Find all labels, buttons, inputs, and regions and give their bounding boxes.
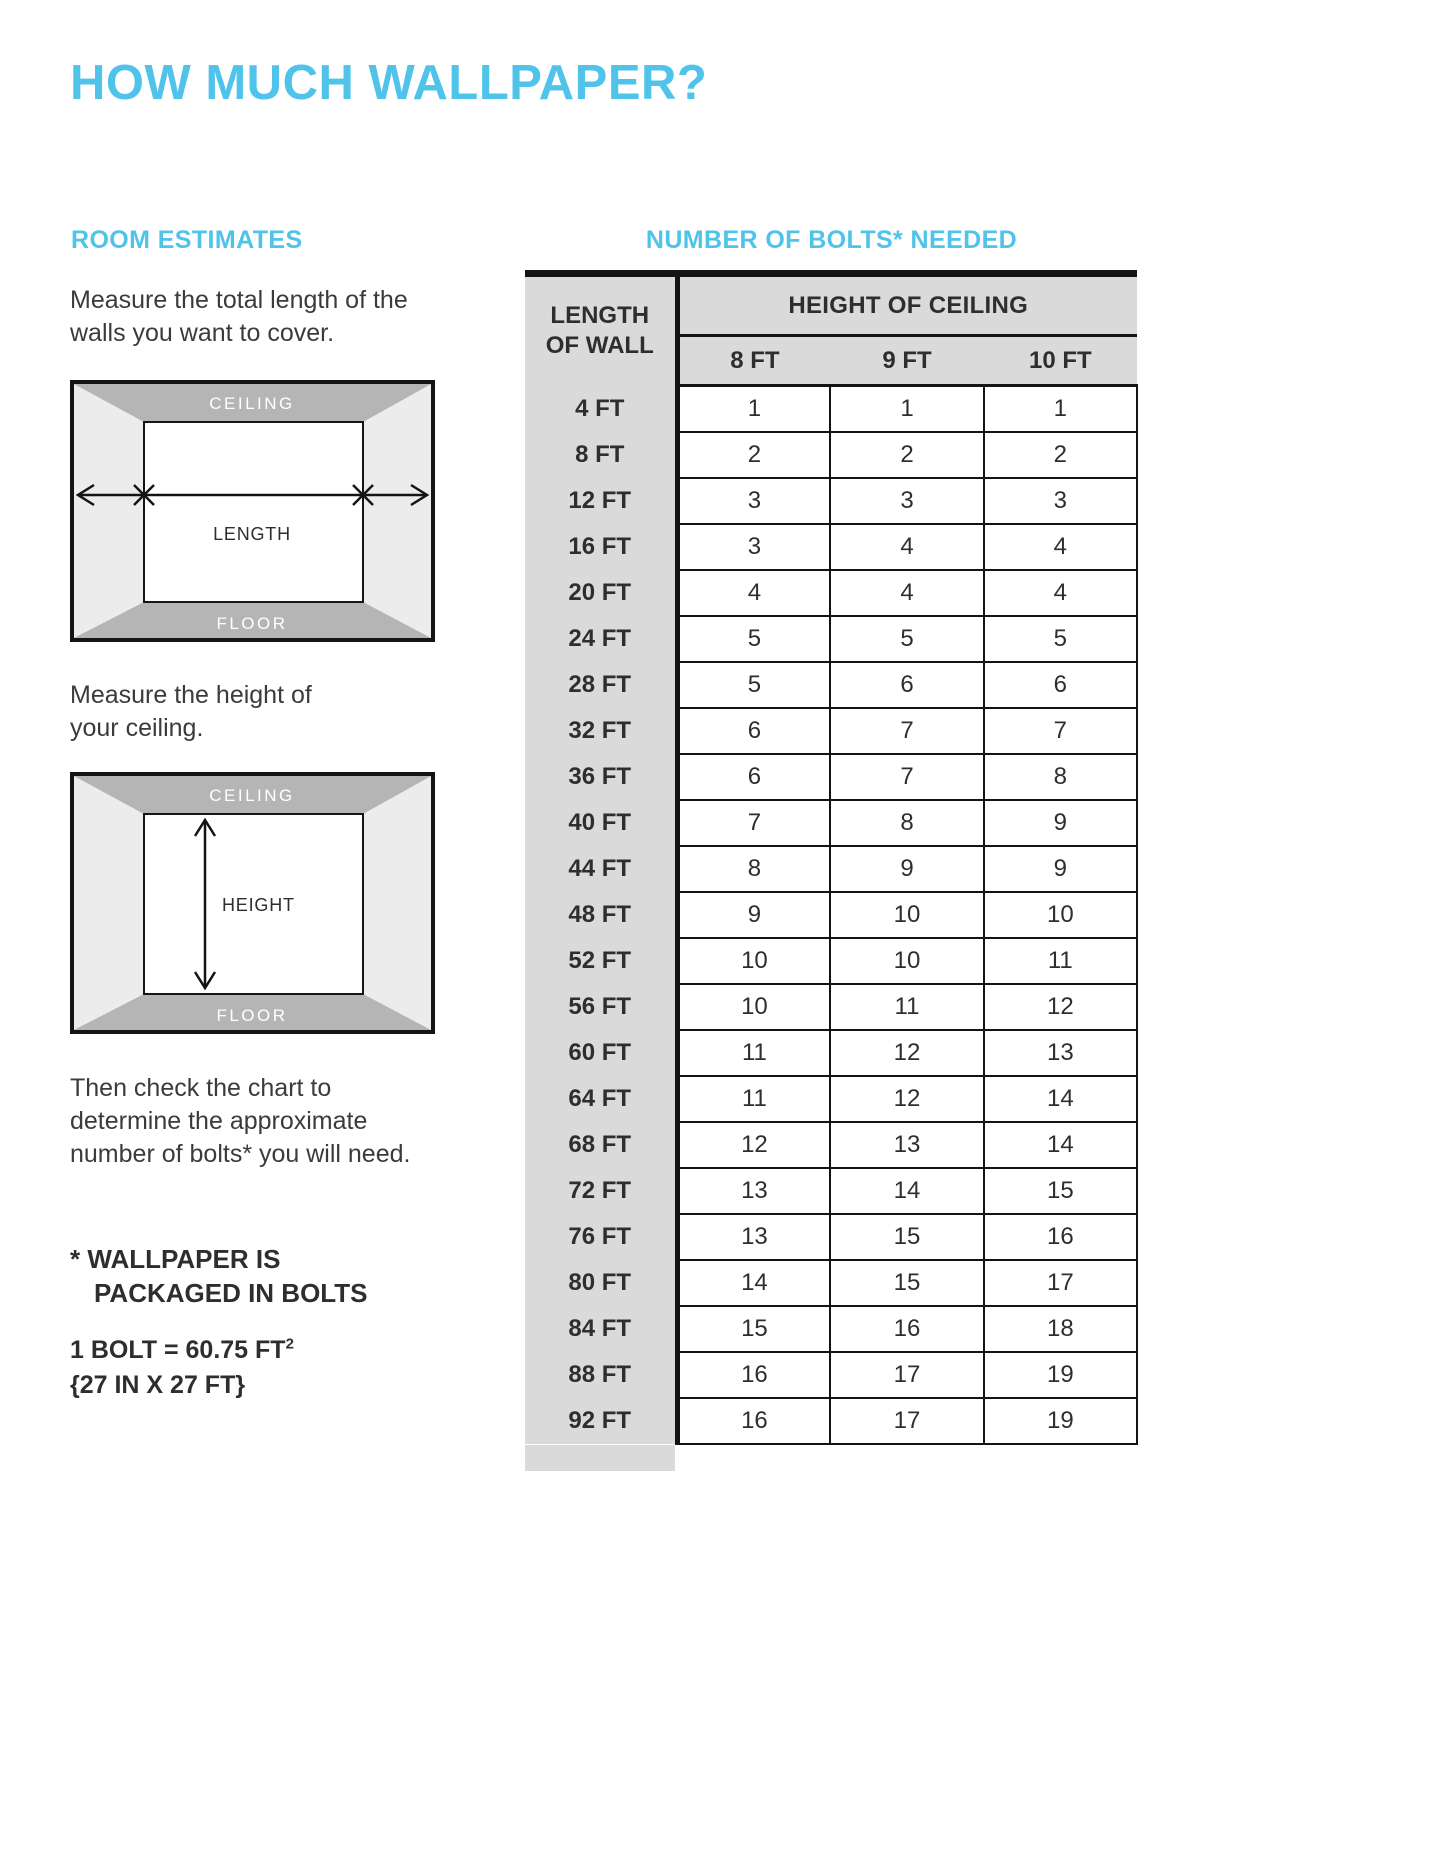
bolt-count-cell: 1: [830, 386, 983, 432]
bolts-footnote: [70, 1243, 367, 1311]
bolt-count-cell: 3: [984, 478, 1137, 524]
table-head: [525, 274, 1137, 386]
bolt-count-cell: 7: [984, 708, 1137, 754]
bolts-table-heading: NUMBER OF BOLTS* NEEDED: [645, 226, 1018, 254]
bolt-count-cell: 2: [830, 432, 983, 478]
wall-length-label: 4 FT: [525, 386, 677, 432]
bolt-count-cell: 13: [677, 1168, 830, 1214]
room-height-diagram: [70, 772, 435, 1034]
table-row: [525, 570, 1137, 616]
bolt-area-exponent: 2: [285, 1335, 294, 1353]
bolt-count-cell: 4: [984, 570, 1137, 616]
bolt-count-cell: 10: [830, 938, 983, 984]
bolt-count-cell: 11: [830, 984, 983, 1030]
table-row: [525, 1122, 1137, 1168]
table-row: [525, 938, 1137, 984]
room-length-diagram: [70, 380, 435, 642]
bolt-count-cell: 6: [830, 662, 983, 708]
bolt-count-cell: 17: [984, 1260, 1137, 1306]
column-header-9ft: 9 FT: [830, 336, 983, 386]
bolt-count-cell: 6: [984, 662, 1137, 708]
wall-length-label: 64 FT: [525, 1076, 677, 1122]
table-row: [525, 754, 1137, 800]
bolt-count-cell: 4: [984, 524, 1137, 570]
bolt-count-cell: 7: [677, 800, 830, 846]
floor-label: FLOOR: [216, 614, 288, 633]
bolt-count-cell: 11: [677, 1030, 830, 1076]
bolt-count-cell: 14: [830, 1168, 983, 1214]
length-dimension-label: LENGTH: [213, 524, 291, 544]
wall-length-label: 92 FT: [525, 1398, 677, 1444]
page-title: HOW MUCH WALLPAPER?: [70, 56, 708, 110]
ceiling-label: CEILING: [209, 786, 295, 805]
wall-length-label: 52 FT: [525, 938, 677, 984]
bolt-count-cell: 13: [984, 1030, 1137, 1076]
wall-length-label: 8 FT: [525, 432, 677, 478]
wall-length-label: 88 FT: [525, 1352, 677, 1398]
wall-length-label: 48 FT: [525, 892, 677, 938]
bolt-count-cell: 12: [830, 1030, 983, 1076]
bolt-area-text: 1 BOLT = 60.75 FT: [70, 1336, 286, 1364]
wall-length-label: 16 FT: [525, 524, 677, 570]
table-row: [525, 1168, 1137, 1214]
bolt-count-cell: 19: [984, 1352, 1137, 1398]
bolt-count-cell: 16: [677, 1398, 830, 1444]
chart-instruction-text: Then check the chart to determine the approximate number of bolts* you will need.: [70, 1074, 411, 1168]
header-row-1: [525, 274, 1137, 336]
bolt-count-cell: 6: [677, 708, 830, 754]
wall-length-label: 44 FT: [525, 846, 677, 892]
bolt-count-cell: 3: [677, 524, 830, 570]
bolt-count-cell: 3: [677, 478, 830, 524]
bolt-count-cell: 14: [984, 1076, 1137, 1122]
bolt-count-cell: 1: [984, 386, 1137, 432]
bolt-count-cell: 6: [677, 754, 830, 800]
table-row: [525, 984, 1137, 1030]
table-row: [525, 524, 1137, 570]
bolts-table-body: [525, 386, 1137, 1444]
wall-length-label: 32 FT: [525, 708, 677, 754]
table-row: [525, 1076, 1137, 1122]
bolts-table: [525, 270, 1138, 1471]
bolt-count-cell: 5: [677, 616, 830, 662]
height-dimension-label: HEIGHT: [222, 895, 295, 915]
wall-length-label: 24 FT: [525, 616, 677, 662]
bolt-count-cell: 17: [830, 1352, 983, 1398]
bolt-count-cell: 9: [677, 892, 830, 938]
bolt-count-cell: 5: [677, 662, 830, 708]
bolt-count-cell: 8: [830, 800, 983, 846]
bolts-needed-table: [525, 270, 1138, 1445]
table-row: [525, 1260, 1137, 1306]
column-header-8ft: 8 FT: [677, 336, 830, 386]
bolt-count-cell: 8: [984, 754, 1137, 800]
bolt-count-cell: 9: [830, 846, 983, 892]
wall-length-label: 76 FT: [525, 1214, 677, 1260]
footnote-line-1: * WALLPAPER IS: [70, 1244, 281, 1274]
wall-length-label: 56 FT: [525, 984, 677, 1030]
table-row: [525, 846, 1137, 892]
bolt-count-cell: 13: [830, 1122, 983, 1168]
bolt-count-cell: 12: [830, 1076, 983, 1122]
table-row: [525, 800, 1137, 846]
wall-length-label: 84 FT: [525, 1306, 677, 1352]
footnote-line-2: PACKAGED IN BOLTS: [94, 1277, 368, 1308]
table-row: [525, 1306, 1137, 1352]
table-row: [525, 1214, 1137, 1260]
height-instruction-text: Measure the height of your ceiling.: [70, 681, 312, 742]
bolt-count-cell: 16: [984, 1214, 1137, 1260]
bolt-count-cell: 15: [830, 1214, 983, 1260]
floor-label: FLOOR: [216, 1006, 288, 1025]
bolt-count-cell: 1: [677, 386, 830, 432]
length-instruction-text: Measure the total length of the walls you want to cover.: [70, 286, 408, 347]
bolt-area-line: [70, 1333, 294, 1368]
bolt-count-cell: 15: [984, 1168, 1137, 1214]
back-wall: [144, 422, 363, 602]
table-row: [525, 1398, 1137, 1444]
bolt-count-cell: 12: [677, 1122, 830, 1168]
length-of-wall-header: LENGTH OF WALL: [525, 274, 677, 386]
table-row: [525, 616, 1137, 662]
bolt-count-cell: 3: [830, 478, 983, 524]
bolt-count-cell: 7: [830, 754, 983, 800]
wall-length-label: 36 FT: [525, 754, 677, 800]
bolt-count-cell: 7: [830, 708, 983, 754]
wall-length-label: 40 FT: [525, 800, 677, 846]
room-estimates-heading: ROOM ESTIMATES: [71, 226, 303, 254]
table-row: [525, 708, 1137, 754]
column-header-10ft: 10 FT: [984, 336, 1137, 386]
table-row: [525, 1030, 1137, 1076]
bolt-count-cell: 10: [984, 892, 1137, 938]
bolt-count-cell: 14: [677, 1260, 830, 1306]
wall-length-label: 80 FT: [525, 1260, 677, 1306]
bolt-count-cell: 11: [984, 938, 1137, 984]
bolt-count-cell: 2: [677, 432, 830, 478]
bolt-count-cell: 10: [677, 938, 830, 984]
bolt-count-cell: 5: [830, 616, 983, 662]
bolt-count-cell: 10: [677, 984, 830, 1030]
table-row: [525, 1352, 1137, 1398]
bolt-count-cell: 13: [677, 1214, 830, 1260]
bolt-count-cell: 4: [830, 570, 983, 616]
bolt-count-cell: 5: [984, 616, 1137, 662]
wall-length-label: 68 FT: [525, 1122, 677, 1168]
wall-length-label: 28 FT: [525, 662, 677, 708]
bolt-count-cell: 10: [830, 892, 983, 938]
table-row: [525, 432, 1137, 478]
bolt-count-cell: 4: [677, 570, 830, 616]
wall-length-label: 60 FT: [525, 1030, 677, 1076]
table-row: [525, 386, 1137, 432]
bolt-count-cell: 9: [984, 846, 1137, 892]
bolt-count-cell: 12: [984, 984, 1137, 1030]
bolt-count-cell: 9: [984, 800, 1137, 846]
bolt-count-cell: 11: [677, 1076, 830, 1122]
bolt-count-cell: 4: [830, 524, 983, 570]
bolt-size-info: [70, 1333, 294, 1403]
bolt-count-cell: 15: [677, 1306, 830, 1352]
height-of-ceiling-header: HEIGHT OF CEILING: [677, 274, 1137, 336]
bolt-count-cell: 17: [830, 1398, 983, 1444]
bolt-count-cell: 14: [984, 1122, 1137, 1168]
ceiling-label: CEILING: [209, 394, 295, 413]
table-row: [525, 478, 1137, 524]
bolt-count-cell: 16: [830, 1306, 983, 1352]
bolt-count-cell: 18: [984, 1306, 1137, 1352]
table-row: [525, 662, 1137, 708]
table-row: [525, 892, 1137, 938]
wall-length-label: 20 FT: [525, 570, 677, 616]
bolt-count-cell: 2: [984, 432, 1137, 478]
bolt-dimensions-line: {27 IN X 27 FT}: [70, 1371, 246, 1399]
bolt-count-cell: 15: [830, 1260, 983, 1306]
bolt-count-cell: 8: [677, 846, 830, 892]
bolt-count-cell: 16: [677, 1352, 830, 1398]
bolt-count-cell: 19: [984, 1398, 1137, 1444]
table-label-column-tail: [525, 1445, 675, 1471]
wall-length-label: 12 FT: [525, 478, 677, 524]
wall-length-label: 72 FT: [525, 1168, 677, 1214]
